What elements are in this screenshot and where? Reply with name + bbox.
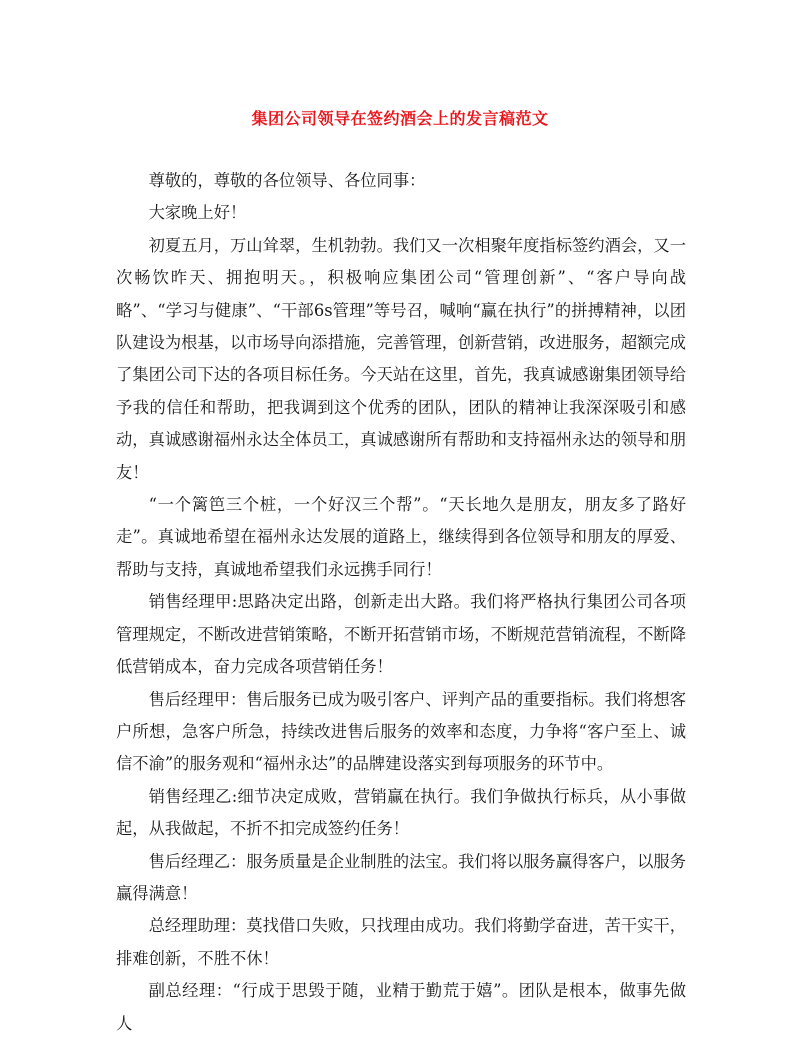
paragraph-opening: 初夏五月，万山耸翠，生机勃勃。我们又一次相聚年度指标签约酒会，又一次畅饮昨天、拥抱明天。，积极响应集团公司“管理创新”、“客户导向战略”、“学习与健康”、“干部6s管理”等号召，喊响“赢在执行”的拼搏精神，以团队建设为根基，以市场导向添措施，完善管理，创新营销，改进服务，超额完成了集团公司下达的各项目标任务。今天站在这里，首先，我真诚感谢集团领导给予我的信任和帮助，把我调到这个优秀的团队，团队的精神让我深深吸引和感动，真诚感谢福州永达全体员工，真诚感谢所有帮助和支持福州永达的领导和朋友！ — [116, 235, 686, 482]
paragraph-gm-assistant: 总经理助理：莫找借口失败，只找理由成功。我们将勤学奋进，苦干实干，排难创新，不胜不休！ — [116, 916, 686, 968]
paragraph-proverb: “一个篱笆三个桩，一个好汉三个帮”。“天长地久是朋友，朋友多了路好走”。真诚地希望在福州永达发展的道路上，继续得到各位领导和朋友的厚爱、帮助与支持，真诚地希望我们永远携手同行！ — [116, 495, 686, 579]
paragraph-aftersales-manager-a: 售后经理甲：售后服务已成为吸引客户、评判产品的重要指标。我们将想客户所想，急客户所急，持续改进售后服务的效率和态度，力争将“客户至上、诚信不渝”的服务观和“福州永达”的品牌建设落实到每项服务的环节中。 — [116, 689, 686, 774]
paragraph-sales-manager-b: 销售经理乙:细节决定成败，营销赢在执行。我们争做执行标兵，从小事做起，从我做起，不折不扣完成签约任务！ — [116, 786, 686, 839]
paragraph-aftersales-manager-b: 售后经理乙：服务质量是企业制胜的法宝。我们将以服务赢得客户，以服务赢得满意！ — [116, 851, 686, 903]
document-title: 集团公司领导在签约酒会上的发言稿范文 — [251, 109, 549, 128]
paragraph-salutation: 尊敬的，尊敬的各位领导、各位同事： — [148, 171, 426, 190]
document-body — [116, 165, 686, 1040]
paragraph-deputy-gm: 副总经理：“行成于思毁于随，业精于勤荒于嬉”。团队是根本，做事先做人 — [116, 981, 686, 1033]
paragraph-sales-manager-a: 销售经理甲:思路决定出路，创新走出大路。我们将严格执行集团公司各项管理规定，不断改进营销策略，不断开拓营销市场，不断规范营销流程，不断降低营销成本，奋力完成各项营销任务！ — [116, 592, 686, 677]
paragraph-greeting: 大家晚上好！ — [148, 203, 247, 223]
